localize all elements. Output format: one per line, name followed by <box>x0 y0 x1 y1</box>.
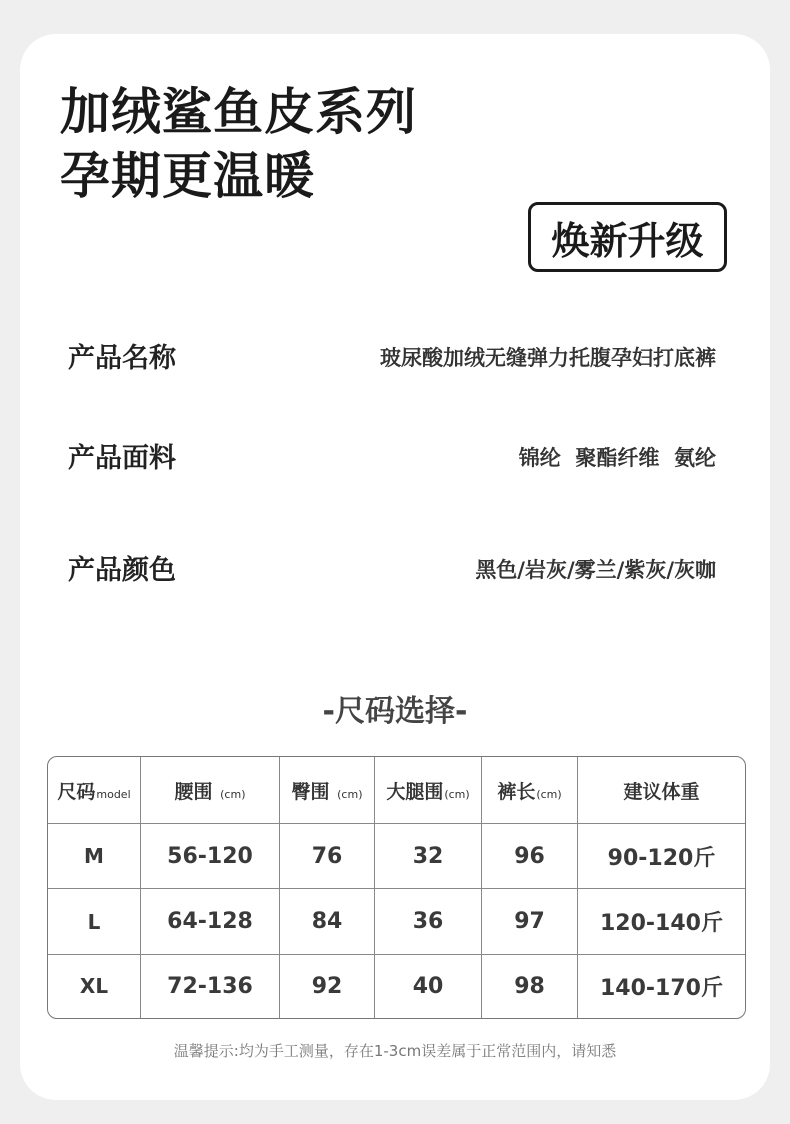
table-row <box>48 955 745 1018</box>
weight-cell: 120-140斤 <box>578 889 745 954</box>
size-cell: L <box>48 889 141 954</box>
hip-cell: 92 <box>280 955 375 1018</box>
headline-line-2: 孕期更温暖 <box>60 147 315 205</box>
measurement-note: 温馨提示:均为手工测量，存在1-3cm误差属于正常范围内，请知悉 <box>173 1042 617 1060</box>
headline <box>60 80 417 208</box>
product-color-label: 产品颜色 <box>68 555 176 586</box>
column-header: 建议体重 <box>578 757 745 824</box>
thigh-cell: 40 <box>375 955 482 1018</box>
column-header: 裤长(cm) <box>482 757 578 824</box>
waist-cell: 64-128 <box>141 889 280 954</box>
thigh-cell: 32 <box>375 824 482 889</box>
hip-cell: 84 <box>280 889 375 954</box>
upgrade-badge: 焕新升级 <box>528 202 727 272</box>
waist-cell: 72-136 <box>141 955 280 1018</box>
column-header: 腰围 (cm) <box>141 757 280 824</box>
length-cell: 96 <box>482 824 578 889</box>
waist-cell: 56-120 <box>141 824 280 889</box>
column-header: 尺码model <box>48 757 141 824</box>
product-fabric-label: 产品面料 <box>68 443 176 474</box>
size-section-title: -尺码选择- <box>322 694 468 729</box>
product-name-value: 玻尿酸加绒无缝弹力托腹孕妇打底裤 <box>380 346 716 370</box>
product-color-value: 黑色/岩灰/雾兰/紫灰/灰咖 <box>475 558 716 582</box>
table-row <box>48 824 745 889</box>
headline-line-1: 加绒鲨鱼皮系列 <box>60 83 417 141</box>
weight-cell: 140-170斤 <box>600 975 723 1001</box>
size-cell: M <box>48 824 141 889</box>
size-cell: XL <box>48 955 141 1018</box>
product-fabric-value: 锦纶 聚酯纤维 氨纶 <box>518 446 716 470</box>
length-cell: 97 <box>482 889 578 954</box>
length-cell: 98 <box>482 955 578 1018</box>
table-row <box>48 889 745 954</box>
table-header-row <box>48 757 745 824</box>
size-table <box>47 756 746 1019</box>
column-header: 大腿围(cm) <box>375 757 482 824</box>
weight-cell: 90-120斤 <box>578 824 745 889</box>
thigh-cell: 36 <box>375 889 482 954</box>
hip-cell: 76 <box>280 824 375 889</box>
product-name-label: 产品名称 <box>68 343 176 374</box>
column-header: 臀围 (cm) <box>280 757 375 824</box>
